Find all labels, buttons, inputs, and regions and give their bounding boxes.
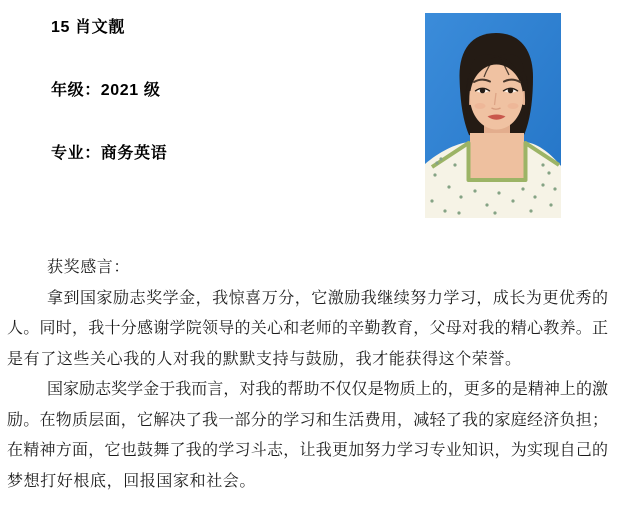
chest	[470, 133, 524, 180]
speech-heading: 获奖感言：	[47, 259, 131, 276]
speech-line-3: 是有了这些关心我的人对我的默默支持与鼓励，我才能获得这个荣誉。	[7, 350, 522, 368]
student-id-photo	[425, 13, 561, 218]
speech-line-4: 国家励志奖学金于我而言，对我的帮助不仅仅是物质上的，更多的是精神上的激	[47, 381, 608, 398]
cheek-left	[475, 103, 486, 109]
profile-header	[51, 10, 411, 170]
speech-line-1: 拿到国家励志奖学金，我惊喜万分，它激励我继续努力学习，成长为更优秀的	[47, 289, 608, 307]
speech-line-2: 人。同时，我十分感谢学院领导的关心和老师的辛勤教育，父母对我的精心教养。正	[7, 320, 608, 337]
speech-line-6: 在精神方面，它也鼓舞了我的学习斗志，让我更加努力学习专业知识，为实现自己的	[7, 442, 608, 459]
id-photo-image	[425, 13, 561, 218]
grade-line: 年级：2021 级	[51, 82, 161, 99]
speech-line-7: 梦想打好根底，回报国家和社会。	[7, 472, 257, 490]
major-line: 专业：商务英语	[51, 145, 168, 162]
cheek-right	[508, 103, 519, 109]
student-number-and-name: 15 肖文靓	[51, 19, 125, 36]
award-speech	[7, 253, 608, 497]
speech-line-5: 励。在物质层面，它解决了我一部分的学习和生活费用，减轻了我的家庭经济负担；	[7, 411, 608, 429]
